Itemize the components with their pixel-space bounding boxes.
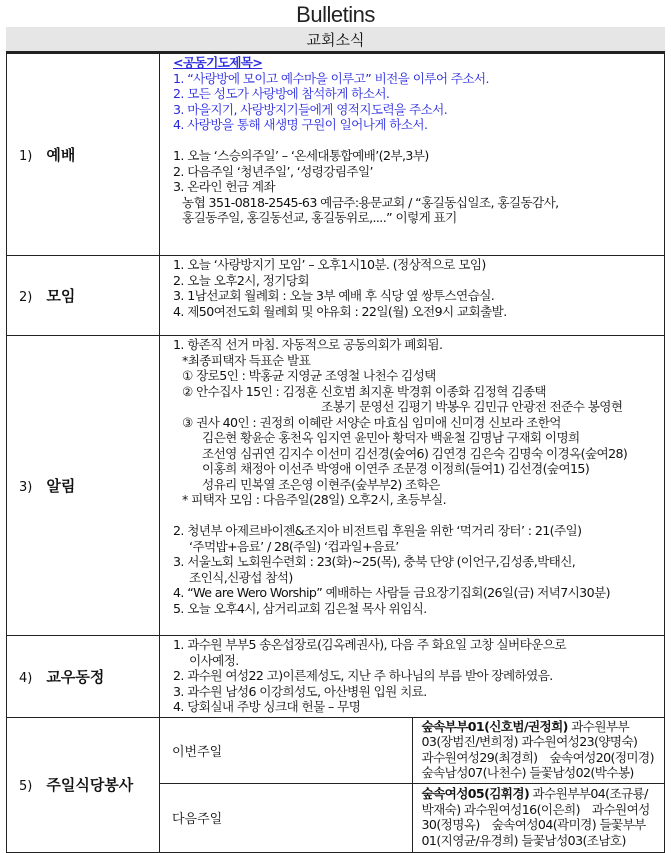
kwonsa-list-cont: 성유리 민복열 조은영 이현주(숲부부2) 조학은 [202, 476, 440, 492]
row-title: 알림 [46, 477, 76, 495]
notice-item-cont: ‘주먹밥+음료’ / 28(주일) ‘컵과일+음료’ [189, 538, 399, 554]
row-title: 예배 [46, 146, 76, 164]
section-header: 교회소식 [6, 27, 665, 53]
kwonsa-list-cont: 이홍희 채정아 이선주 박영애 이연주 조문경 이정희(들여1) 김선경(숲여15) [202, 461, 590, 476]
members-item: 2. 과수원 여성22 고)이른제성도, 지난 주 하나님의 부름 받아 장례하였음. [173, 668, 553, 683]
row-members [7, 636, 665, 718]
notice-item: 1. 항존직 선거 마침. 자동적으로 공동의회가 폐회됨. [173, 337, 443, 352]
this-week-rest: 과수원부부03(장범진/변희정) 과수원여성23(양명숙) 과수원여성29(최경희) 숲속여성20(정미경) 숲속남성07(나천수) 들꽃남성02(박수봉) [421, 718, 654, 780]
prayer-item: 4. 사랑방을 통해 새생명 구원이 일어나게 하소서. [173, 117, 428, 132]
members-item: 3. 과수원 남성6 이강희성도, 아산병원 입원 치료. [173, 683, 427, 699]
meeting-item: 4. 제50여전도회 월례회 및 야유회 : 22일(월) 오전9시 교회출발. [173, 303, 507, 319]
next-week-rest: 과수원부부04(조규룡/박재숙) 과수원여성16(이은희) 과수원여성30(정명옥) 숲속여성04(곽미경) 들꽃부부01(지영균/유경희) 들꽃남성03(조남호) [421, 786, 650, 848]
this-week-label: 이번주일 [160, 717, 413, 783]
page-title: Bulletins [296, 2, 375, 27]
kwonsa-list: ③ 권사 40인 : 권정희 이혜란 서양순 마효심 임미애 신미경 신보라 조한억 [182, 414, 561, 430]
this-week-lead: 숲속부부01(신호범/권정희) [421, 718, 568, 734]
deacons-list: ② 안수집사 15인 : 김정훈 신호범 최지훈 박경휘 이종화 김정혁 김종택 [182, 383, 546, 399]
row-dining-this-week [7, 717, 665, 783]
notice-item: 2. 청년부 아제르바이젠&조지아 비전트립 후원을 위한 ‘먹거리 장터’ : 21(주일) [173, 523, 582, 538]
account-line: 농협 351-0818-2545-63 예금주:용문교회 / “홍길동십일조, 홍길동감사, [182, 194, 559, 210]
row-title: 모임 [46, 287, 76, 305]
prayer-heading: <공동기도제목> [173, 55, 263, 70]
notice-content [160, 336, 665, 636]
notice-item-cont: 조인식,신광섭 참석) [189, 569, 293, 585]
meeting-item: 2. 오늘 오후2시, 정기당회 [173, 272, 309, 288]
account-line: 홍길동주일, 홍길동선교, 홍길동위로,....” 이렇게 표기 [182, 210, 457, 225]
row-title: 교우동정 [46, 667, 105, 686]
worship-item: 3. 온라인 헌금 계좌 [173, 179, 275, 194]
members-item-cont: 이사예정. [189, 652, 239, 668]
meeting-item: 3. 1남선교회 월례회 : 오늘 3부 예배 후 식당 옆 쌍투스연습실. [173, 288, 495, 303]
row-number: 4) [19, 670, 33, 686]
row-number: 3) [19, 480, 33, 495]
notice-label [7, 336, 160, 636]
members-item: 1. 과수원 부부5 송온섭장로(김옥례권사), 다음 주 화요일 고창 실버타운으로 [173, 637, 566, 652]
meeting-content [160, 256, 665, 336]
row-number: 5) [19, 779, 33, 794]
row-meeting [7, 256, 665, 336]
meeting-item: 1. 오늘 ‘사랑방지기 모임’ – 오후1시10분. (정상적으로 모임) [173, 257, 486, 272]
next-week-content [412, 783, 665, 852]
notice-item: 3. 서울노회 노회원수련회 : 23(화)~25(목), 충북 단양 (이언구,김성종,박태신, [173, 554, 576, 569]
bulletin-table [6, 53, 665, 853]
this-week-content [412, 717, 665, 783]
elect-meeting: * 피택자 모임 : 다음주일(28일) 오후2시, 초등부실. [182, 492, 447, 507]
members-item: 4. 당회실내 주방 싱크대 헌물 – 무명 [173, 699, 361, 714]
worship-content [160, 54, 665, 256]
row-worship [7, 54, 665, 256]
row-number: 1) [19, 149, 33, 164]
deacons-list-cont: 조봉기 문영선 김평기 박봉우 김민규 안광전 전준수 봉영현 [321, 399, 623, 414]
prayer-item: 3. 마을지기, 사랑방지기들에게 영적지도력을 주소서. [173, 101, 448, 117]
meeting-label [7, 256, 160, 336]
kwonsa-list-cont: 조선영 심귀연 김지수 이선미 김선경(숲여6) 김연경 김은숙 김명숙 이경옥(숲여28) [202, 445, 628, 461]
next-week-label: 다음주일 [160, 783, 413, 852]
next-week-lead: 숲속여성05(김휘경) [421, 786, 530, 801]
dining-label [7, 717, 160, 852]
prayer-item: 2. 모든 성도가 사랑방에 참석하게 하소서. [173, 86, 390, 101]
notice-item: 5. 오늘 오후4시, 삼거리교회 김은철 목사 위임식. [173, 600, 427, 616]
notice-item: 4. “We are Wero Worship” 예배하는 사람들 금요장기집회(26일(금) 저녁7시30분) [173, 585, 610, 600]
worship-item: 2. 다음주일 ‘청년주일’, ‘성령강림주일’ [173, 163, 373, 179]
worship-item: 1. 오늘 ‘스승의주일’ – ‘온세대통합예배’(2부,3부) [173, 148, 429, 163]
members-label [7, 636, 160, 718]
row-title: 주일식당봉사 [46, 776, 134, 794]
prayer-item: 1. “사랑방에 모이고 예수마을 이루고” 비전을 이루어 주소서. [173, 70, 489, 86]
members-content [160, 636, 665, 718]
kwonsa-list-cont: 김은현 황윤순 홍천옥 임지연 윤민아 황덕자 백윤철 김명남 구재회 이명희 [202, 430, 580, 445]
notice-subheading: *최종피택자 득표순 발표 [182, 352, 311, 368]
elders-list: ① 장로5인 : 박홍균 지영균 조영철 나천수 김성택 [182, 368, 436, 383]
row-notice [7, 336, 665, 636]
row-number: 2) [19, 290, 33, 305]
worship-label [7, 54, 160, 256]
